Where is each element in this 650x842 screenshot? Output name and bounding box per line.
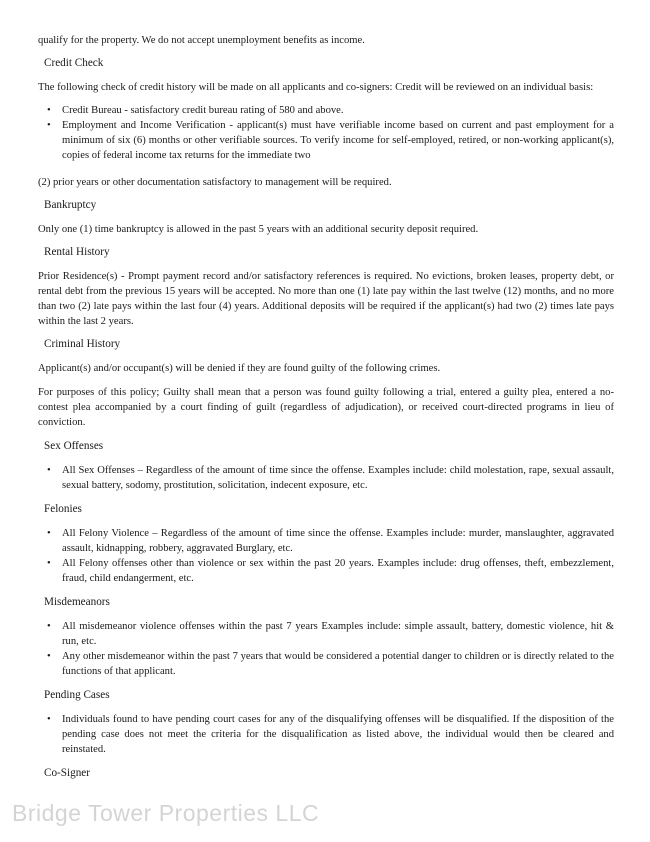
sex-offenses-list: [38, 463, 614, 493]
rental-history-section: [38, 245, 614, 329]
pending-cases-section: [38, 688, 614, 757]
felonies-section: [38, 502, 614, 586]
credit-check-continuation: (2) prior years or other documentation satisfactory to management will be required.: [38, 177, 392, 188]
bankruptcy-text: Only one (1) time bankruptcy is allowed in the past 5 years with an additional security deposit required.: [38, 224, 479, 235]
list-item: • Employment and Income Verification - applicant(s) must have verifiable income based on current and past employment for a minimum of six (6) months or other verifiable sources. To verify income for self-employed, retired, or non-working applicant(s), copies of federal income tax returns for the immediate two: [38, 118, 614, 163]
pending-cases-list: [38, 712, 614, 757]
criminal-history-text: Applicant(s) and/or occupant(s) will be denied if they are found guilty of the following crimes.: [38, 363, 441, 374]
rental-history-text: Prior Residence(s) - Prompt payment record and/or satisfactory references is required. No evictions, broken leases, property debt, or rental debt from the previous 15 years will be accepted. No more than one (1) late pay within the last twelve (12) months, and no more than two (2) late pays within the last four (4) years. Additional deposits will be required if the applicant(s) had two (2) times late pays within the last 2 years.: [38, 271, 614, 327]
list-item: • Individuals found to have pending court cases for any of the disqualifying offenses will be disqualified. If the disposition of the pending case does not meet the criteria for the disqualification as listed above, the individual would then be cleared and reinstated.: [38, 712, 614, 757]
list-item: • All Felony offenses other than violence or sex within the past 20 years. Examples include: drug offenses, theft, embezzlement, fraud, child endangerment, etc.: [38, 556, 614, 586]
company-watermark: Bridge Tower Properties LLC: [12, 800, 320, 826]
list-item: • All misdemeanor violence offenses within the past 7 years Examples include: simple assault, battery, domestic violence, hit & run, etc.: [38, 619, 614, 649]
intro-fragment: qualify for the property. We do not accept unemployment benefits as income.: [38, 35, 365, 46]
misdemeanors-list: [38, 619, 614, 679]
felonies-heading: Felonies: [44, 503, 82, 515]
credit-check-intro: The following check of credit history will be made on all applicants and co-signers: Credit will be reviewed on an individual basis:: [38, 82, 594, 93]
sex-offenses-heading: Sex Offenses: [44, 440, 104, 452]
co-signer-section: [38, 766, 614, 781]
bankruptcy-heading: Bankruptcy: [44, 199, 97, 211]
guilty-definition-text: For purposes of this policy; Guilty shall mean that a person was found guilty following a trial, entered a guilty plea, entered a no-contest plea accompanied by a court finding of guilt (regardless of adjudication), or received court-directed programs in lieu of conviction.: [38, 387, 614, 428]
credit-check-list: [38, 103, 614, 163]
credit-check-heading: Credit Check: [44, 57, 104, 69]
criminal-history-section: [38, 337, 614, 430]
list-item: • Any other misdemeanor within the past 7 years that would be considered a potential danger to children or is directly related to the functions of that applicant.: [38, 649, 614, 679]
list-item: • Credit Bureau - satisfactory credit bureau rating of 580 and above.: [38, 103, 614, 118]
misdemeanors-heading: Misdemeanors: [44, 596, 110, 608]
credit-check-section: [38, 56, 614, 190]
co-signer-heading: Co-Signer: [44, 767, 90, 779]
pending-cases-heading: Pending Cases: [44, 689, 110, 701]
felonies-list: [38, 526, 614, 586]
criminal-history-heading: Criminal History: [44, 338, 121, 350]
list-item: • All Felony Violence – Regardless of the amount of time since the offense. Examples include: murder, manslaughter, aggravated assault, kidnapping, robbery, aggravated Burglary, etc.: [38, 526, 614, 556]
policy-document: [38, 33, 614, 781]
list-item: • All Sex Offenses – Regardless of the amount of time since the offense. Examples include: child molestation, rape, sexual assault, sexual battery, sodomy, prostitution, solicitation, indecent exposure, etc.: [38, 463, 614, 493]
sex-offenses-section: [38, 439, 614, 493]
rental-history-heading: Rental History: [44, 246, 110, 258]
misdemeanors-section: [38, 595, 614, 679]
bankruptcy-section: [38, 198, 614, 237]
